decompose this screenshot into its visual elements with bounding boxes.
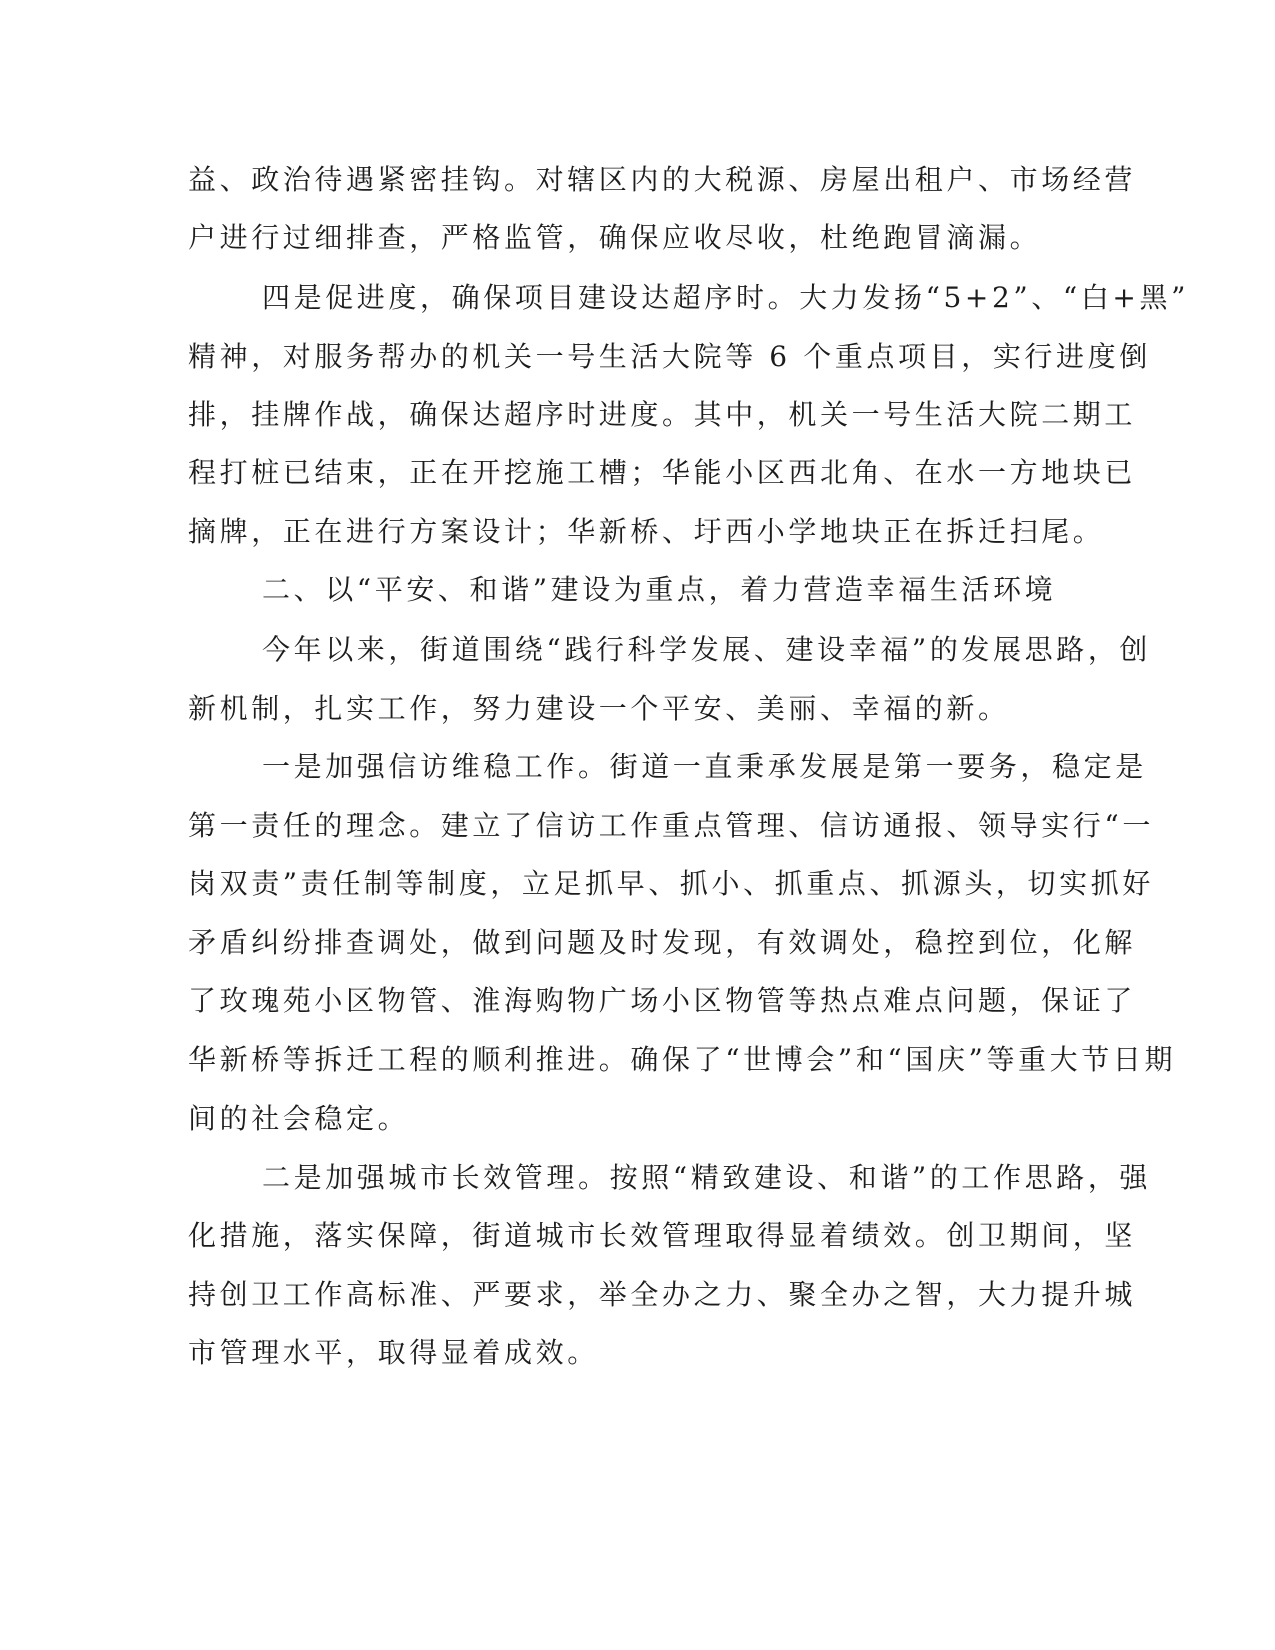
text-line-13: 岗双责”责任制等制度，立足抓早、抓小、抓重点、抓源头，切实抓好 <box>188 867 1154 900</box>
text-line-2: 户进行过细排查，严格监管，确保应收尽收，杜绝跑冒滴漏。 <box>188 221 1042 254</box>
text-line-12: 第一责任的理念。建立了信访工作重点管理、信访通报、领导实行“一 <box>188 809 1154 842</box>
paragraph-start-line: 一是加强信访维稳工作。街道一直秉承发展是第一要务，稳定是 <box>262 750 1147 783</box>
paragraph-start-line: 二是加强城市长效管理。按照“精致建设、和谐”的工作思路，强 <box>262 1161 1152 1194</box>
text-line-1: 益、政治待遇紧密挂钩。对辖区内的大税源、房屋出租户、市场经营 <box>188 163 1137 196</box>
text-line-19: 化措施，落实保障，街道城市长效管理取得显着绩效。创卫期间，坚 <box>188 1219 1137 1252</box>
paragraph-start-line: 今年以来，街道围绕“践行科学发展、建设幸福”的发展思路，创 <box>262 633 1152 666</box>
text-line-17: 间的社会稳定。 <box>188 1102 410 1135</box>
text-line-4: 精神，对服务帮办的机关一号生活大院等 6 个重点项目，实行进度倒 <box>188 340 1151 373</box>
text-line-15: 了玫瑰苑小区物管、淮海购物广场小区物管等热点难点问题，保证了 <box>188 984 1137 1017</box>
text-line-6: 程打桩已结束，正在开挖施工槽；华能小区西北角、在水一方地块已 <box>188 456 1137 489</box>
text-line-14: 矛盾纠纷排查调处，做到问题及时发现，有效调处，稳控到位，化解 <box>188 926 1137 959</box>
text-line-16: 华新桥等拆迁工程的顺利推进。确保了“世博会”和“国庆”等重大节日期 <box>188 1043 1177 1076</box>
text-line-5: 排，挂牌作战，确保达超序时进度。其中，机关一号生活大院二期工 <box>188 398 1137 431</box>
section-heading: 二、以“平安、和谐”建设为重点，着力营造幸福生活环境 <box>262 573 1057 606</box>
text-line-7: 摘牌，正在进行方案设计；华新桥、圩西小学地块正在拆迁扫尾。 <box>188 515 1105 548</box>
text-line-21: 市管理水平，取得显着成效。 <box>188 1336 599 1369</box>
text-line-10: 新机制，扎实工作，努力建设一个平安、美丽、幸福的新。 <box>188 692 1010 725</box>
paragraph-start-line: 四是促进度，确保项目建设达超序时。大力发扬“5+2”、“白+黑” <box>262 281 1190 314</box>
text-line-20: 持创卫工作高标准、严要求，举全办之力、聚全办之智，大力提升城 <box>188 1278 1137 1311</box>
